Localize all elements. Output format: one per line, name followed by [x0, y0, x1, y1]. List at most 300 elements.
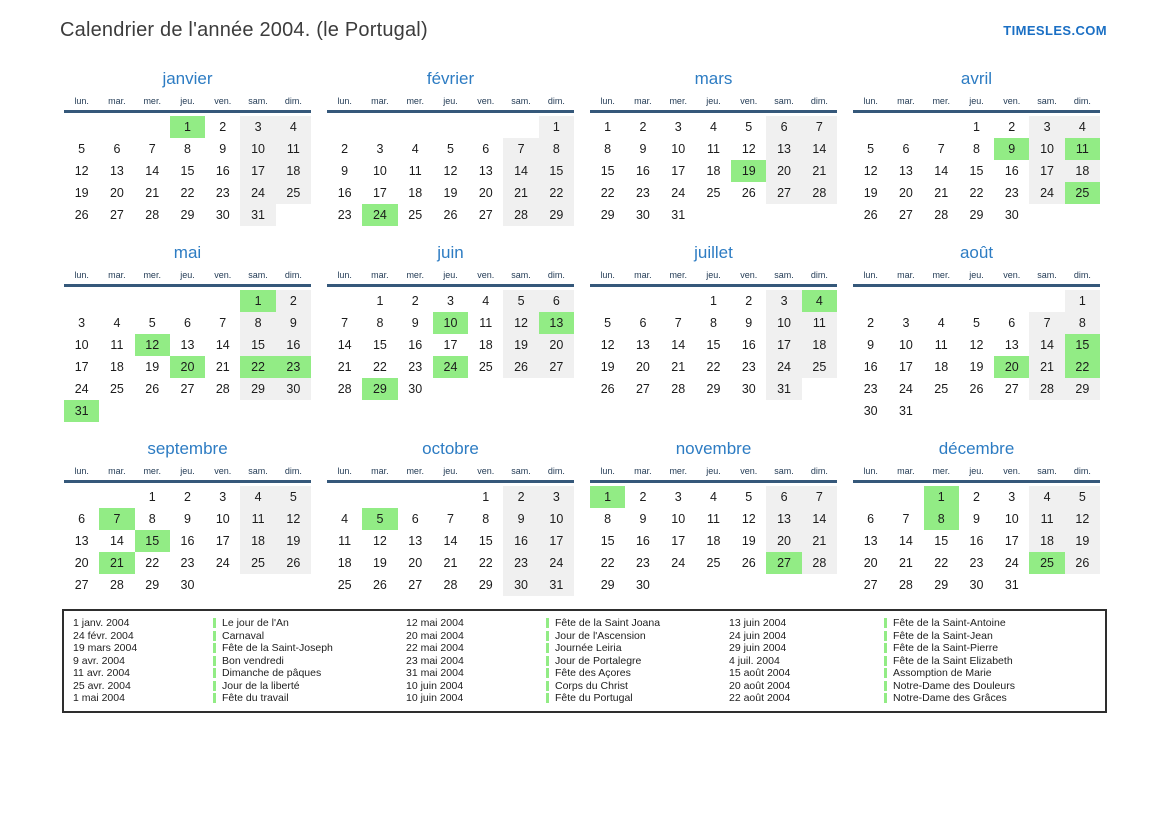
month-title: février [426, 69, 475, 88]
day-cell: 2 [745, 294, 753, 308]
day-cell-holiday: 22 [1065, 356, 1100, 378]
month-title: décembre [938, 439, 1015, 458]
day-cell: 2 [973, 490, 980, 504]
holiday-marker-bar [884, 631, 887, 641]
legend-entry-label: Notre-Dame des Douleurs [893, 679, 1015, 692]
day-cell: 27 [478, 208, 493, 222]
day-cell: 7 [148, 142, 156, 156]
day-cell: 13 [863, 534, 878, 548]
holiday-marker-bar [546, 681, 549, 691]
legend-entry-label: Fête de la Saint Elizabeth [893, 654, 1013, 667]
day-cell: 8 [973, 142, 980, 156]
day-cell: 6 [184, 316, 191, 330]
empty-cell [853, 486, 888, 508]
legend-date: 20 mai 2004 [406, 629, 464, 642]
legend-entry-label: Fête de la Saint-Jean [893, 629, 993, 642]
day-cell-holiday: 23 [276, 356, 311, 378]
holiday-marker-bar [213, 668, 216, 678]
month-title: août [959, 243, 994, 262]
day-cell: 26 [503, 356, 538, 378]
weekday-label: lun. [337, 466, 352, 476]
day-cell: 11 [240, 508, 275, 530]
day-cell: 12 [741, 142, 756, 156]
day-cell: 10 [539, 508, 574, 530]
day-cell: 12 [600, 338, 615, 352]
holiday-marker-bar [884, 681, 887, 691]
day-cell: 23 [180, 556, 195, 570]
legend-date: 10 juin 2004 [406, 679, 464, 692]
day-cell: 4 [1029, 486, 1064, 508]
legend-entry [546, 655, 729, 668]
day-cell: 19 [741, 534, 756, 548]
day-cell: 20 [408, 556, 423, 570]
day-cell: 7 [937, 142, 945, 156]
day-cell: 18 [802, 334, 837, 356]
day-cell: 3 [376, 142, 384, 156]
day-cell: 24 [898, 382, 913, 396]
legend-date: 10 juin 2004 [406, 692, 464, 704]
day-cell: 26 [969, 382, 984, 396]
day-cell: 4 [937, 316, 945, 330]
legend-date: 1 mai 2004 [73, 692, 125, 704]
day-cell: 30 [635, 578, 650, 592]
day-cell: 3 [539, 486, 574, 508]
holiday-marker-bar [546, 693, 549, 703]
day-cell: 8 [148, 512, 156, 526]
day-cell: 21 [671, 360, 686, 374]
month-title: octobre [422, 439, 479, 458]
weekday-label: dim. [547, 466, 565, 476]
day-cell: 18 [109, 360, 124, 374]
day-cell: 18 [408, 186, 423, 200]
day-cell-holiday: 1 [170, 116, 205, 138]
day-cell: 14 [671, 338, 686, 352]
day-cell: 19 [276, 530, 311, 552]
day-cell: 1 [710, 294, 717, 308]
day-cell: 29 [706, 382, 721, 396]
weekday-label: mer. [143, 466, 161, 476]
legend-entry-label: Assomption de Marie [893, 667, 992, 679]
month-title: juillet [694, 243, 733, 262]
day-cell: 7 [219, 316, 227, 330]
month-title: juin [437, 243, 464, 262]
day-cell: 20 [74, 556, 89, 570]
day-cell: 27 [898, 208, 913, 222]
legend-entry [546, 680, 729, 693]
holiday-marker-bar [546, 618, 549, 628]
day-cell: 9 [276, 312, 311, 334]
weekday-label: dim. [1073, 270, 1091, 280]
day-cell: 26 [145, 382, 160, 396]
day-cell: 18 [706, 534, 721, 548]
day-cell: 3 [1008, 490, 1016, 504]
weekday-label: ven. [740, 466, 758, 476]
weekday-header-row [853, 96, 1100, 110]
day-cell: 13 [766, 138, 801, 160]
legend-entry-label: Bon vendredi [222, 654, 284, 667]
day-cell: 14 [934, 164, 949, 178]
weekday-label: sam. [511, 270, 531, 280]
day-cell-holiday: 10 [433, 312, 468, 334]
day-cell: 9 [639, 512, 647, 526]
day-cell: 6 [411, 512, 419, 526]
legend-group [406, 617, 729, 705]
weekday-label: dim. [1073, 96, 1091, 106]
day-cell: 22 [145, 556, 160, 570]
legend-entry [884, 692, 1105, 705]
legend-date: 31 mai 2004 [406, 667, 464, 679]
day-cell: 13 [478, 164, 493, 178]
weekday-label: lun. [600, 466, 615, 476]
legend-entry-label: Fête de la Saint-Joseph [222, 642, 333, 654]
day-cell: 13 [635, 338, 650, 352]
weekday-underline [64, 284, 311, 287]
day-cell: 1 [482, 490, 490, 504]
weekday-label: lun. [74, 270, 89, 280]
day-cell: 19 [503, 334, 538, 356]
empty-cell [170, 290, 205, 312]
day-cell: 4 [276, 116, 311, 138]
legend-entry [546, 617, 729, 630]
weekday-label: mar. [897, 96, 915, 106]
day-cell: 26 [276, 552, 311, 574]
day-cell: 18 [337, 556, 352, 570]
date-grid [590, 116, 837, 226]
legend-date: 13 juin 2004 [729, 617, 787, 629]
empty-cell [327, 290, 362, 312]
day-cell: 22 [539, 182, 574, 204]
day-cell: 3 [240, 116, 275, 138]
legend-date: 23 mai 2004 [406, 654, 464, 667]
day-cell: 9 [503, 508, 538, 530]
weekday-label: lun. [863, 270, 878, 280]
weekday-label: jeu. [180, 466, 195, 476]
weekday-label: jeu. [180, 96, 195, 106]
day-cell: 29 [240, 378, 275, 400]
legend-date: 22 mai 2004 [406, 642, 464, 654]
day-cell: 17 [215, 534, 230, 548]
day-cell: 7 [341, 316, 349, 330]
day-cell: 22 [478, 556, 493, 570]
legend-entry [884, 630, 1105, 643]
day-cell: 21 [443, 556, 458, 570]
empty-cell [924, 116, 959, 138]
empty-cell [64, 486, 99, 508]
weekday-label: ven. [740, 270, 758, 280]
day-cell: 21 [215, 360, 230, 374]
empty-cell [853, 290, 888, 312]
day-cell: 2 [639, 120, 647, 134]
day-cell: 15 [969, 164, 984, 178]
day-cell: 5 [276, 486, 311, 508]
empty-cell [888, 290, 923, 312]
day-cell: 20 [109, 186, 124, 200]
legend-entry-label: Fête du Portugal [555, 692, 633, 704]
day-cell: 27 [539, 356, 574, 378]
day-cell: 30 [180, 578, 195, 592]
day-cell: 15 [600, 164, 615, 178]
weekday-label: mer. [406, 270, 424, 280]
legend-group [729, 617, 1105, 705]
day-cell: 13 [74, 534, 89, 548]
day-cell: 20 [478, 186, 493, 200]
legend-entry-label: Le jour de l'An [222, 617, 289, 629]
day-cell: 5 [148, 316, 156, 330]
day-cell: 12 [503, 312, 538, 334]
day-cell: 11 [1029, 508, 1064, 530]
weekday-label: dim. [810, 96, 828, 106]
day-cell: 21 [934, 186, 949, 200]
day-cell: 4 [240, 486, 275, 508]
empty-cell [433, 486, 468, 508]
day-cell: 30 [863, 404, 878, 418]
empty-cell [994, 290, 1029, 312]
day-cell: 18 [1065, 160, 1100, 182]
empty-cell [853, 116, 888, 138]
day-cell: 30 [503, 574, 538, 596]
day-cell: 17 [443, 338, 458, 352]
day-cell: 4 [1065, 116, 1100, 138]
day-cell: 24 [1004, 556, 1019, 570]
weekday-label: mer. [669, 270, 687, 280]
month-janvier [64, 69, 311, 226]
empty-cell [327, 116, 362, 138]
day-cell: 2 [503, 486, 538, 508]
holiday-marker-bar [546, 668, 549, 678]
weekday-label: mar. [108, 466, 126, 476]
day-cell: 27 [109, 208, 124, 222]
date-grid [64, 486, 311, 596]
day-cell-holiday: 27 [766, 552, 801, 574]
day-cell: 29 [600, 208, 615, 222]
day-cell-holiday: 8 [924, 508, 959, 530]
weekday-label: sam. [248, 466, 268, 476]
day-cell: 5 [745, 120, 753, 134]
day-cell: 11 [934, 338, 948, 352]
day-cell: 6 [1008, 316, 1016, 330]
day-cell: 29 [145, 578, 160, 592]
legend-date: 12 mai 2004 [406, 617, 464, 629]
day-cell: 17 [1004, 534, 1019, 548]
day-cell: 2 [639, 490, 647, 504]
day-cell: 13 [180, 338, 195, 352]
weekday-label: mar. [371, 466, 389, 476]
day-cell: 17 [671, 534, 686, 548]
legend-entry-label: Fête de la Saint Joana [555, 617, 661, 629]
month-title: mai [173, 243, 202, 262]
month-avril [853, 69, 1100, 226]
legend-date: 24 févr. 2004 [73, 629, 134, 642]
holiday-legend [62, 609, 1107, 713]
day-cell: 13 [408, 534, 423, 548]
legend-entry [546, 692, 729, 705]
day-cell: 29 [180, 208, 195, 222]
day-cell: 7 [1029, 312, 1064, 334]
weekday-label: lun. [600, 96, 615, 106]
weekday-label: jeu. [180, 270, 195, 280]
legend-entry [213, 655, 406, 668]
day-cell: 15 [372, 338, 387, 352]
day-cell: 19 [443, 186, 458, 200]
day-cell: 30 [215, 208, 230, 222]
empty-cell [135, 290, 170, 312]
day-cell: 9 [184, 512, 191, 526]
empty-cell [888, 116, 923, 138]
day-cell: 25 [802, 356, 837, 378]
legend-date: 15 août 2004 [729, 667, 791, 679]
day-cell: 3 [219, 490, 227, 504]
weekday-label: dim. [284, 270, 302, 280]
day-cell: 10 [898, 338, 913, 352]
day-cell: 26 [741, 186, 756, 200]
day-cell: 15 [180, 164, 195, 178]
day-cell: 22 [706, 360, 721, 374]
empty-cell [205, 290, 240, 312]
legend-entry-label: Jour de l'Ascension [555, 629, 646, 642]
day-cell: 25 [408, 208, 423, 222]
day-cell-holiday: 25 [1065, 182, 1100, 204]
day-cell: 17 [671, 164, 686, 178]
weekday-label: mer. [932, 466, 950, 476]
day-cell: 24 [215, 556, 230, 570]
weekday-header-row [64, 96, 311, 110]
day-cell: 27 [863, 578, 878, 592]
day-cell-holiday: 9 [994, 138, 1029, 160]
site-link[interactable]: TIMESLES.COM [1003, 23, 1107, 38]
weekday-label: ven. [740, 96, 758, 106]
empty-cell [888, 486, 923, 508]
weekday-header-row [590, 270, 837, 284]
weekday-label: dim. [810, 270, 828, 280]
legend-entry [546, 642, 729, 655]
day-cell: 5 [78, 142, 86, 156]
day-cell-holiday: 1 [240, 290, 275, 312]
legend-entry-label: Notre-Dame des Grâces [893, 692, 1007, 704]
empty-cell [1029, 290, 1064, 312]
weekday-label: lun. [600, 270, 615, 280]
weekday-underline [853, 284, 1100, 287]
empty-cell [590, 290, 625, 312]
day-cell: 6 [113, 142, 121, 156]
day-cell: 15 [600, 534, 615, 548]
day-cell: 16 [503, 530, 538, 552]
legend-entry [884, 667, 1105, 680]
weekday-label: dim. [284, 96, 302, 106]
day-cell: 18 [934, 360, 949, 374]
day-cell: 6 [639, 316, 647, 330]
day-cell: 4 [411, 142, 419, 156]
legend-entry-label: Fête de la Saint-Pierre [893, 642, 999, 654]
day-cell: 14 [1029, 334, 1064, 356]
day-cell: 26 [1065, 552, 1100, 574]
day-cell: 13 [1004, 338, 1019, 352]
day-cell: 14 [503, 160, 538, 182]
day-cell: 15 [934, 534, 949, 548]
day-cell: 3 [674, 490, 682, 504]
day-cell: 3 [674, 120, 682, 134]
day-cell: 22 [600, 186, 615, 200]
day-cell: 30 [408, 382, 423, 396]
day-cell: 23 [635, 556, 650, 570]
weekday-label: mar. [897, 466, 915, 476]
day-cell: 24 [240, 182, 275, 204]
month-title: novembre [675, 439, 752, 458]
day-cell: 9 [745, 316, 753, 330]
day-cell: 23 [215, 186, 230, 200]
day-cell: 6 [766, 486, 801, 508]
day-cell: 13 [109, 164, 124, 178]
day-cell: 16 [337, 186, 352, 200]
day-cell: 28 [1029, 378, 1064, 400]
month-juillet [590, 243, 837, 422]
day-cell: 9 [639, 142, 647, 156]
day-cell: 3 [447, 294, 454, 308]
day-cell: 22 [600, 556, 615, 570]
day-cell: 12 [443, 164, 458, 178]
day-cell-holiday: 21 [99, 552, 134, 574]
day-cell: 18 [478, 338, 493, 352]
weekday-label: ven. [1003, 466, 1021, 476]
weekday-label: jeu. [706, 96, 721, 106]
month-title: septembre [147, 439, 228, 458]
day-cell: 22 [180, 186, 195, 200]
day-cell: 17 [1029, 160, 1064, 182]
weekday-label: mar. [634, 96, 652, 106]
day-cell: 12 [276, 508, 311, 530]
day-cell: 28 [109, 578, 124, 592]
day-cell-holiday: 20 [994, 356, 1029, 378]
month-title: janvier [162, 69, 213, 88]
weekday-label: sam. [774, 466, 794, 476]
day-cell: 27 [1004, 382, 1019, 396]
day-cell: 18 [1029, 530, 1064, 552]
day-cell: 11 [276, 138, 311, 160]
legend-entry [546, 667, 729, 680]
day-cell: 8 [1065, 312, 1100, 334]
day-cell: 24 [766, 356, 801, 378]
day-cell: 1 [1065, 290, 1100, 312]
weekday-label: jeu. [443, 96, 458, 106]
legend-entry [884, 617, 1105, 630]
weekday-label: sam. [774, 96, 794, 106]
day-cell: 5 [867, 142, 875, 156]
legend-entry [213, 692, 406, 705]
weekday-underline [590, 284, 837, 287]
holiday-marker-bar [884, 668, 887, 678]
day-cell: 2 [411, 294, 419, 308]
empty-cell [468, 116, 503, 138]
legend-date: 20 août 2004 [729, 679, 791, 692]
day-cell: 10 [671, 142, 686, 156]
legend-entry [213, 667, 406, 680]
day-cell: 24 [671, 556, 686, 570]
day-cell-holiday: 24 [362, 204, 397, 226]
holiday-marker-bar [213, 643, 216, 653]
weekday-underline [64, 480, 311, 483]
day-cell: 20 [766, 160, 801, 182]
weekday-underline [590, 480, 837, 483]
weekday-label: ven. [477, 270, 495, 280]
day-cell: 7 [503, 138, 538, 160]
day-cell: 27 [74, 578, 89, 592]
day-cell: 31 [1004, 578, 1019, 592]
weekday-underline [64, 110, 311, 113]
holiday-marker-bar [546, 643, 549, 653]
empty-cell [362, 116, 397, 138]
day-cell: 3 [78, 316, 86, 330]
day-cell: 14 [802, 138, 837, 160]
weekday-label: mer. [406, 466, 424, 476]
